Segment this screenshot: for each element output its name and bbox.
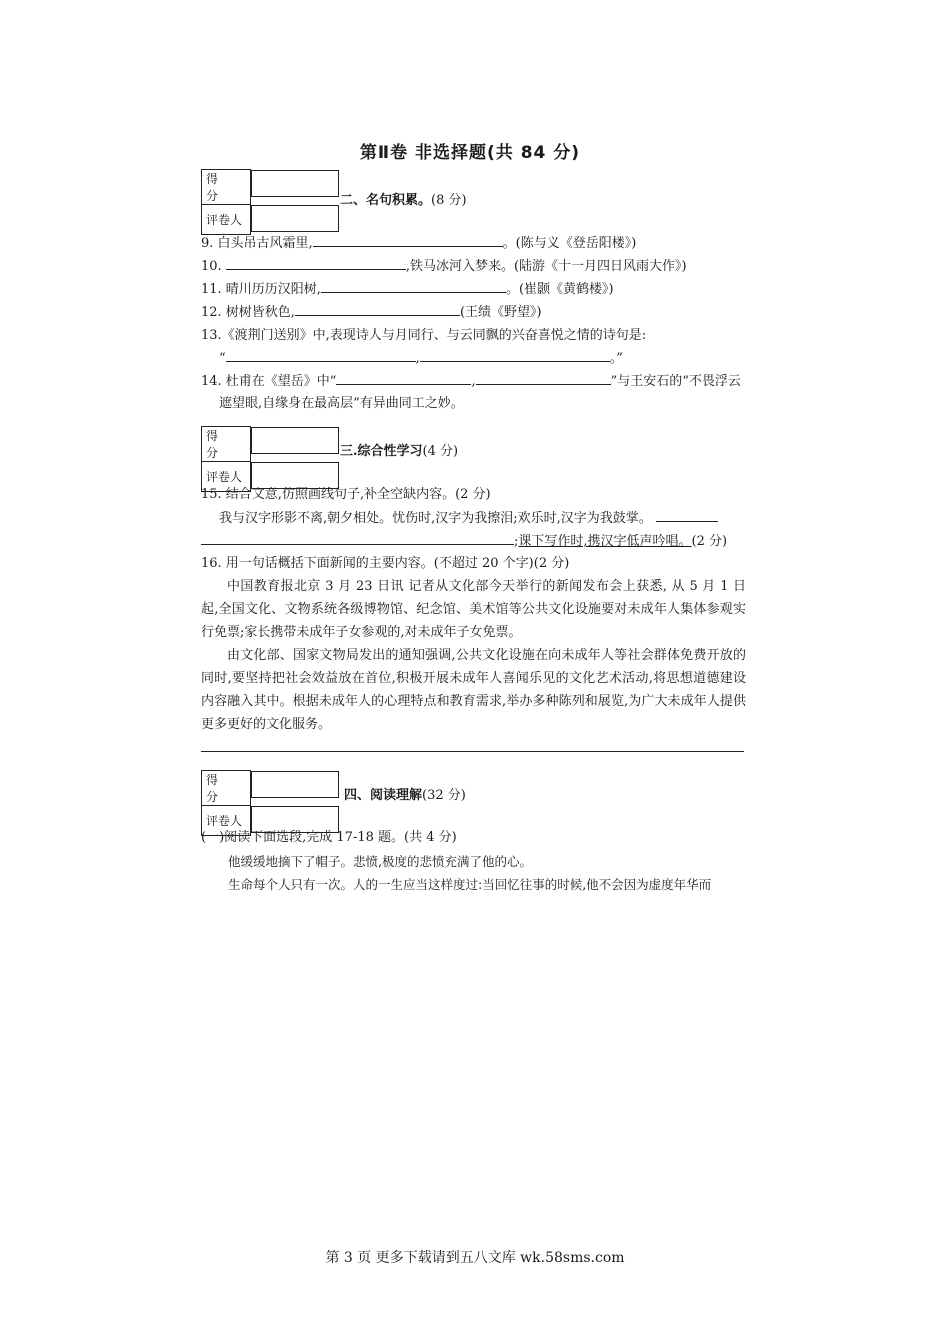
question-15-line2 [201,532,727,551]
q9-prefix: 9. 白头吊古风霜里, [201,236,313,251]
q15-sentence: 我与汉字形影不离,朝夕相处。忧伤时,汉字为我擦泪;欢乐时,汉字为我鼓掌。 [219,511,652,526]
question-11 [201,280,614,299]
section-3-points: (4 分) [422,444,459,459]
question-9 [201,234,636,253]
q14-prefix: 14. 杜甫在《望岳》中“ [201,374,337,389]
news-paragraph-2: 由文化部、国家文物局发出的通知强调,公共文化设施在向未成年人等社会群体免费开放的同时,要坚持把社会效益放在首位,积极开展未成年人喜闻乐见的文化艺术活动,将思想道德建设内容融入其中。根据未成年人的心理特点和教育需求,举办多种陈列和展览,为广大未成年人提供更多更好的文化服务。 [201,648,746,732]
q9-source: 。(陈与义《登岳阳楼》) [502,236,637,251]
section-2-title: 二、名句积累。 [340,193,432,208]
q10-blank[interactable] [226,257,406,270]
news-passage [201,575,746,736]
section-3-heading [340,440,458,459]
grader-blank [251,462,339,489]
q12-blank[interactable] [295,303,460,316]
score-blank [251,427,339,454]
section-2-points: (8 分) [431,193,467,208]
q15-semicolon: ; [514,534,519,549]
page-footer: 第 3 页 更多下载请到五八文库 wk.58sms.com [325,1250,625,1266]
grader-label: 评卷人 [202,205,251,235]
news-paragraph-1: 中国教育报北京 3 月 23 日讯 记者从文化部今天举行的新闻发布会上获悉, 从 5 月 1 日起,全国文化、文物系统各级博物馆、纪念馆、美术馆等公共文化设施要对未成年人集体参观实行免票;家长携带未成年子女参观的,对未成年子女免票。 [201,579,746,640]
section-2-heading [340,189,467,208]
q16-answer-line[interactable] [201,751,744,752]
q11-blank[interactable] [321,280,506,293]
question-16: 16. 用一句话概括下面新闻的主要内容。(不超过 20 个字)(2 分) [201,556,570,571]
q13-blank-1[interactable] [226,349,416,362]
q13-blank-2[interactable] [420,349,610,362]
question-14 [201,372,741,391]
question-14-line2: 遮望眼,自缘身在最高层”有异曲同工之妙。 [219,396,464,411]
score-label: 得 分 [202,771,251,806]
section-4-points: (32 分) [422,788,466,803]
q9-blank[interactable] [313,234,503,247]
page-title: 第Ⅱ卷 非选择题(共 84 分) [359,143,581,163]
question-12 [201,303,542,322]
reading-line-2: 生命每个人只有一次。人的一生应当这样度过:当回忆往事的时候,他不会因为虚度年华而 [228,877,712,892]
q12-prefix: 12. 树树皆秋色, [201,305,295,320]
q14-suffix: ”与王安石的“不畏浮云 [610,374,741,389]
q15-underlined-sentence: 课下写作时,携汉字低声吟唱。 [518,534,692,549]
score-blank [251,771,339,798]
q15-blank-2[interactable] [201,532,514,545]
score-label: 得 分 [202,170,251,205]
q15-blank-1[interactable] [656,509,718,522]
q10-source: ,铁马冰河入梦来。(陆游《十一月四日风雨大作》) [405,259,687,274]
score-box-section-3 [201,426,340,492]
reading-intro: (一)阅读下面选段,完成 17-18 题。(共 4 分) [201,830,457,845]
q10-prefix: 10. [201,259,222,274]
q12-source: (王绩《野望》) [459,305,542,320]
q13-comma: , [415,351,420,366]
q14-blank-2[interactable] [476,372,611,385]
score-blank [251,170,339,197]
grader-label: 评卷人 [202,462,251,492]
q13-close-quote: 。” [609,351,623,366]
question-15: 15. 结合文意,仿照画线句子,补全空缺内容。(2 分) [201,487,491,502]
q13-open-quote: “ [219,351,226,366]
reading-line-1: 他缓缓地摘下了帽子。悲愤,极度的悲愤充满了他的心。 [228,854,532,869]
question-13: 13.《渡荆门送别》中,表现诗人与月同行、与云同飘的兴奋喜悦之情的诗句是: [201,328,647,343]
section-4-heading [344,784,466,803]
question-13-answer [219,349,623,368]
score-label: 得 分 [202,427,251,462]
section-4-title: 四、阅读理解 [344,788,423,803]
q14-blank-1[interactable] [336,372,471,385]
score-box-section-2 [201,169,340,235]
score-box-section-4 [201,770,340,836]
q11-source: 。(崔颢《黄鹤楼》) [505,282,614,297]
grader-label: 评卷人 [202,806,251,836]
grader-blank [251,205,339,232]
question-10 [201,257,687,276]
q15-points: (2 分) [691,534,728,549]
question-15-line1 [219,509,718,528]
q11-prefix: 11. 晴川历历汉阳树, [201,282,321,297]
section-3-title: 三.综合性学习 [340,444,423,459]
q14-comma: , [471,374,476,389]
